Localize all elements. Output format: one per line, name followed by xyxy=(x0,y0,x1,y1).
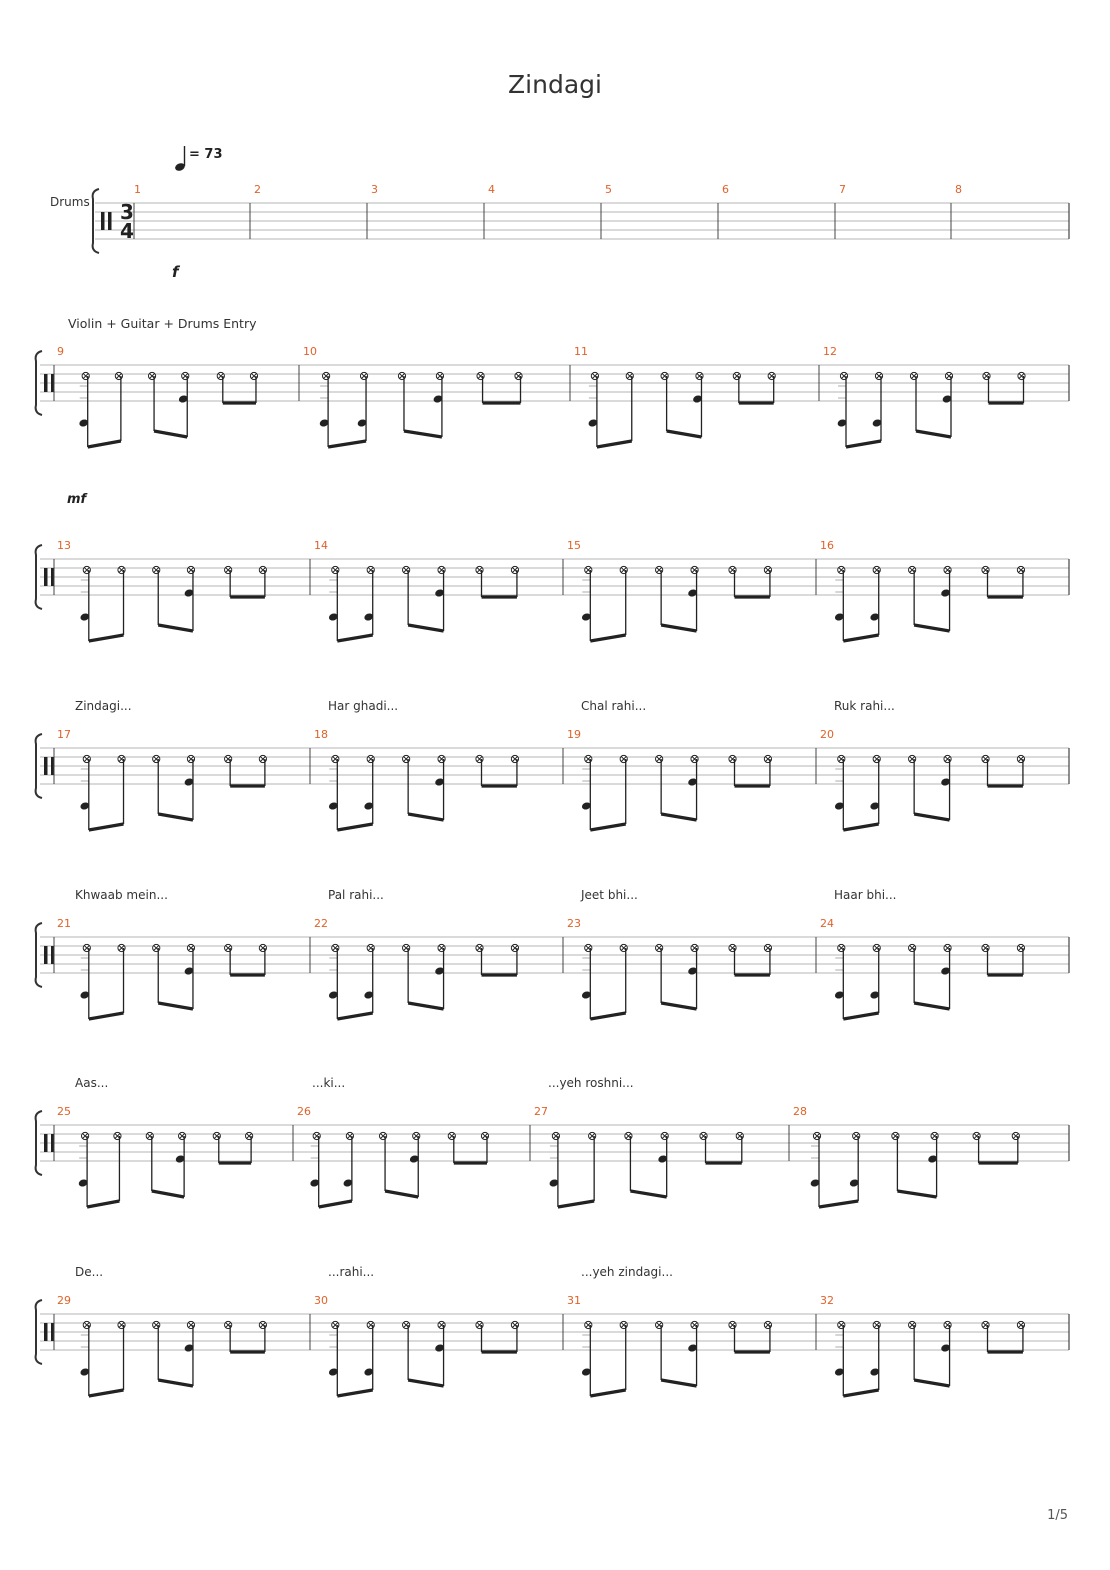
measure-number: 7 xyxy=(839,183,846,196)
note-beam xyxy=(404,431,442,437)
measure-number: 25 xyxy=(57,1105,71,1118)
measure-number: 28 xyxy=(793,1105,807,1118)
note-beam xyxy=(152,1191,184,1197)
note-beam xyxy=(89,824,124,830)
staff-system xyxy=(36,539,1069,641)
note-beam xyxy=(385,1191,418,1197)
lyric-text: Aas... xyxy=(75,1076,109,1090)
measure-number: 11 xyxy=(574,345,588,358)
note-beam xyxy=(158,625,193,631)
measure-number: 26 xyxy=(297,1105,311,1118)
note-beam xyxy=(558,1201,594,1207)
measure-number: 1 xyxy=(134,183,141,196)
note-beam xyxy=(158,814,193,820)
percussion-clef-bar xyxy=(44,946,48,964)
measure-number: 4 xyxy=(488,183,495,196)
note-beam xyxy=(408,1380,443,1386)
note-beam xyxy=(408,814,443,820)
measure-number: 8 xyxy=(955,183,962,196)
measure-number: 30 xyxy=(314,1294,328,1307)
note-beam xyxy=(337,635,372,641)
measure-number: 12 xyxy=(823,345,837,358)
note-beam xyxy=(897,1191,936,1197)
percussion-clef-bar xyxy=(108,212,112,230)
lyric-text: ...rahi... xyxy=(328,1265,375,1279)
note-beam xyxy=(590,1390,625,1396)
page-number: 1/5 xyxy=(1047,1508,1068,1523)
note-beam xyxy=(667,431,702,437)
note-beam xyxy=(843,824,878,830)
lyric-text: Ruk rahi... xyxy=(834,699,895,713)
measure-number: 15 xyxy=(567,539,581,552)
note-beam xyxy=(319,1201,352,1207)
note-beam xyxy=(661,814,696,820)
note-beam xyxy=(408,1003,443,1009)
measure-number: 27 xyxy=(534,1105,548,1118)
note-beam xyxy=(914,625,949,631)
note-beam xyxy=(87,1201,119,1207)
percussion-clef-bar xyxy=(101,212,105,230)
measure-number: 18 xyxy=(314,728,328,741)
tempo-marking: = 73 xyxy=(189,147,223,162)
measure-number: 14 xyxy=(314,539,328,552)
note-beam xyxy=(590,824,625,830)
measure-number: 19 xyxy=(567,728,581,741)
note-beam xyxy=(337,1013,372,1019)
measure-number: 6 xyxy=(722,183,729,196)
note-beam xyxy=(89,1390,124,1396)
lyric-text: De... xyxy=(75,1265,104,1279)
measure-number: 21 xyxy=(57,917,71,930)
note-beam xyxy=(328,441,366,447)
measure-number: 10 xyxy=(303,345,317,358)
note-beam xyxy=(630,1191,666,1197)
lyric-text: Jeet bhi... xyxy=(581,888,638,902)
note-beam xyxy=(590,635,625,641)
measure-number: 20 xyxy=(820,728,834,741)
score-title: Zindagi xyxy=(508,70,602,99)
staff-system xyxy=(93,183,1069,253)
lyric-text: Chal rahi... xyxy=(581,699,647,713)
lyric-text: ...ki... xyxy=(312,1076,346,1090)
lyric-text: Pal rahi... xyxy=(328,888,384,902)
measure-number: 16 xyxy=(820,539,834,552)
note-beam xyxy=(916,431,951,437)
dynamic-mezzo-forte: mf xyxy=(67,492,87,507)
note-beam xyxy=(843,1013,878,1019)
staff-system xyxy=(36,1265,1069,1396)
lyric-text: Khwaab mein... xyxy=(75,888,168,902)
staff-system xyxy=(36,345,1069,447)
note-beam xyxy=(154,431,187,437)
note-beam xyxy=(914,1380,949,1386)
measure-number: 22 xyxy=(314,917,328,930)
note-beam xyxy=(914,1003,949,1009)
note-beam xyxy=(846,441,881,447)
measure-number: 32 xyxy=(820,1294,834,1307)
dynamic-forte: f xyxy=(172,263,179,281)
percussion-clef-bar xyxy=(44,1323,48,1341)
note-beam xyxy=(661,625,696,631)
score-header xyxy=(50,146,257,507)
note-beam xyxy=(661,1380,696,1386)
note-beam xyxy=(819,1201,858,1207)
lyric-text: Haar bhi... xyxy=(834,888,897,902)
note-beam xyxy=(89,1013,124,1019)
note-beam xyxy=(597,441,632,447)
note-beam xyxy=(408,625,443,631)
staff-system xyxy=(36,699,1069,830)
measure-number: 29 xyxy=(57,1294,71,1307)
lyric-text: Har ghadi... xyxy=(328,699,399,713)
note-beam xyxy=(158,1380,193,1386)
time-signature-top: 3 xyxy=(120,200,134,224)
measure-number: 2 xyxy=(254,183,261,196)
note-beam xyxy=(843,1390,878,1396)
measure-number: 5 xyxy=(605,183,612,196)
note-beam xyxy=(337,824,372,830)
staff-system xyxy=(36,1076,1069,1207)
measure-number: 17 xyxy=(57,728,71,741)
measure-number: 31 xyxy=(567,1294,581,1307)
measure-number: 23 xyxy=(567,917,581,930)
percussion-clef-bar xyxy=(44,757,48,775)
note-beam xyxy=(88,441,121,447)
note-beam xyxy=(158,1003,193,1009)
lyric-text: ...yeh roshni... xyxy=(548,1076,634,1090)
measure-number: 24 xyxy=(820,917,834,930)
percussion-clef-bar xyxy=(44,374,48,392)
note-beam xyxy=(337,1390,372,1396)
section-text: Violin + Guitar + Drums Entry xyxy=(68,316,257,331)
note-beam xyxy=(89,635,124,641)
staff-system xyxy=(36,888,1069,1019)
note-beam xyxy=(661,1003,696,1009)
note-beam xyxy=(590,1013,625,1019)
measure-number: 9 xyxy=(57,345,64,358)
lyric-text: ...yeh zindagi... xyxy=(581,1265,673,1279)
note-beam xyxy=(914,814,949,820)
percussion-clef-bar xyxy=(44,1134,48,1152)
measure-number: 13 xyxy=(57,539,71,552)
percussion-clef-bar xyxy=(44,568,48,586)
instrument-name: Drums xyxy=(50,195,90,209)
measure-number: 3 xyxy=(371,183,378,196)
time-signature-bottom: 4 xyxy=(120,219,134,243)
note-beam xyxy=(843,635,878,641)
lyric-text: Zindagi... xyxy=(75,699,132,713)
